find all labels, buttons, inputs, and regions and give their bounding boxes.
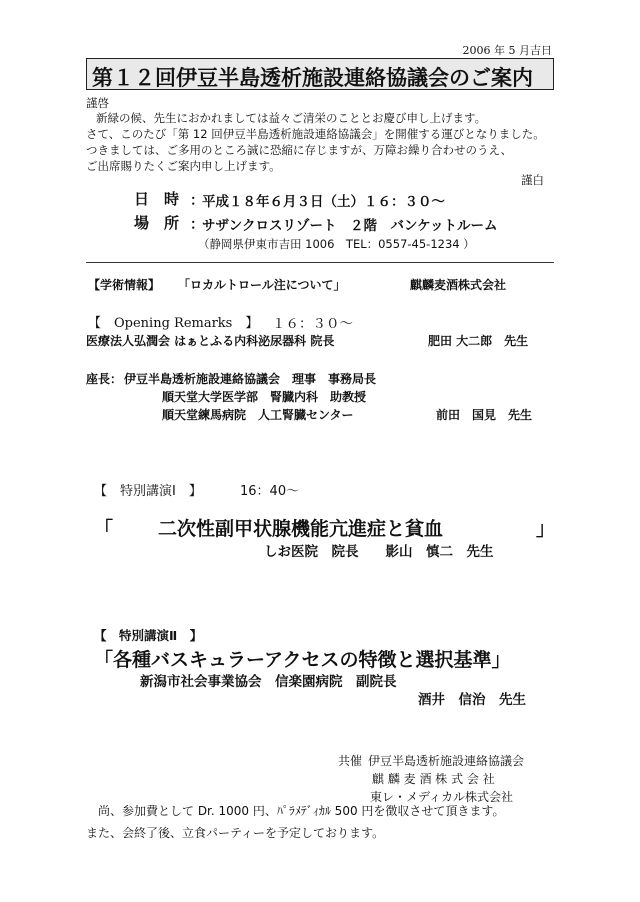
special1-time: 16：40〜 bbox=[240, 484, 300, 499]
opening-heading: 【 Opening Remarks 】 bbox=[88, 316, 259, 331]
greeting-line-4: ご出席賜りたくご案内申し上げます。 bbox=[86, 159, 281, 173]
special1-title-close: 」 bbox=[536, 518, 556, 540]
event-place-value: サザンクロスリゾート ２階 バンケットルーム bbox=[202, 218, 498, 234]
event-place-label: 場 所 bbox=[134, 214, 180, 232]
document-date: 2006 年 5 月吉日 bbox=[462, 44, 552, 57]
chair-line-2: 順天堂大学医学部 腎臓内科 助教授 bbox=[162, 390, 367, 404]
event-address: （静岡県伊東市吉田 1006 TEL：0557-45-1234 ） bbox=[198, 237, 475, 251]
opening-speaker-name: 肥田 大二郎 先生 bbox=[428, 334, 529, 348]
document-title: 第１２回伊豆半島透析施設連絡協議会のご案内 bbox=[92, 66, 533, 90]
sponsor-1: 伊豆半島透析施設連絡協議会 bbox=[368, 754, 525, 768]
greeting-open: 謹啓 bbox=[86, 96, 109, 110]
special2-speaker-name: 酒井 信治 先生 bbox=[418, 692, 526, 708]
chair-name: 前田 国見 先生 bbox=[436, 408, 533, 422]
special2-speaker-org: 新潟市社会事業協会 信楽園病院 副院長 bbox=[140, 674, 397, 690]
academic-company: 麒麟麦酒株式会社 bbox=[410, 278, 507, 292]
event-datetime-value: 平成１８年６月３日（土）１６：３０〜 bbox=[202, 194, 445, 210]
greeting-close: 謹白 bbox=[521, 173, 544, 187]
sponsor-2: 麒 麟 麦 酒 株 式 会 社 bbox=[372, 772, 495, 786]
chair-line-1: 伊豆半島透析施設連絡協議会 理事 事務局長 bbox=[124, 372, 377, 386]
greeting-line-1: 新緑の候、先生におかれましては益々ご清栄のこととお慶び申し上げます。 bbox=[96, 111, 487, 125]
special1-speaker: しお医院 院長 影山 慎二 先生 bbox=[264, 544, 494, 560]
opening-time: １６：３０〜 bbox=[272, 316, 353, 332]
greeting-line-3: つきましては、ご多用のところ誠に恐縮に存じますが、万障お繰り合わせのうえ、 bbox=[86, 143, 513, 157]
sponsor-3: 東レ・メディカル株式会社 bbox=[370, 790, 514, 804]
opening-speaker-org: 医療法人弘潤会 はぁとふる内科泌尿器科 院長 bbox=[86, 334, 335, 348]
event-datetime-label: 日 時 bbox=[134, 190, 180, 208]
sponsors-label: 共催 bbox=[338, 754, 363, 768]
note-party: また、会終了後、立食パーティーを予定しております。 bbox=[86, 826, 385, 840]
academic-topic: 「ロカルトロール注について」 bbox=[178, 278, 346, 292]
special2-title: 「各種バスキュラーアクセスの特徴と選択基準」 bbox=[94, 649, 511, 671]
special1-title-open: 「 bbox=[94, 518, 114, 540]
chair-line-3: 順天堂練馬病院 人工腎臓センター bbox=[162, 408, 354, 422]
special1-title: 二次性副甲状腺機能亢進症と貧血 bbox=[158, 518, 444, 540]
academic-tag: 【学術情報】 bbox=[88, 278, 161, 292]
greeting-line-2: さて、このたび「第 12 回伊豆半島透析施設連絡協議会」を開催する運びとなりました。 bbox=[86, 127, 545, 141]
chair-label: 座長： bbox=[86, 372, 123, 386]
note-fee: 尚、参加費として Dr. 1000 円、ﾊﾟﾗﾒﾃﾞｨｶﾙ 500 円を徴収させて頂きます。 bbox=[98, 804, 505, 818]
special1-heading: 【 特別講演Ⅰ 】 bbox=[94, 484, 202, 499]
divider bbox=[86, 262, 554, 263]
special2-heading: 【 特別講演Ⅱ 】 bbox=[94, 628, 203, 643]
